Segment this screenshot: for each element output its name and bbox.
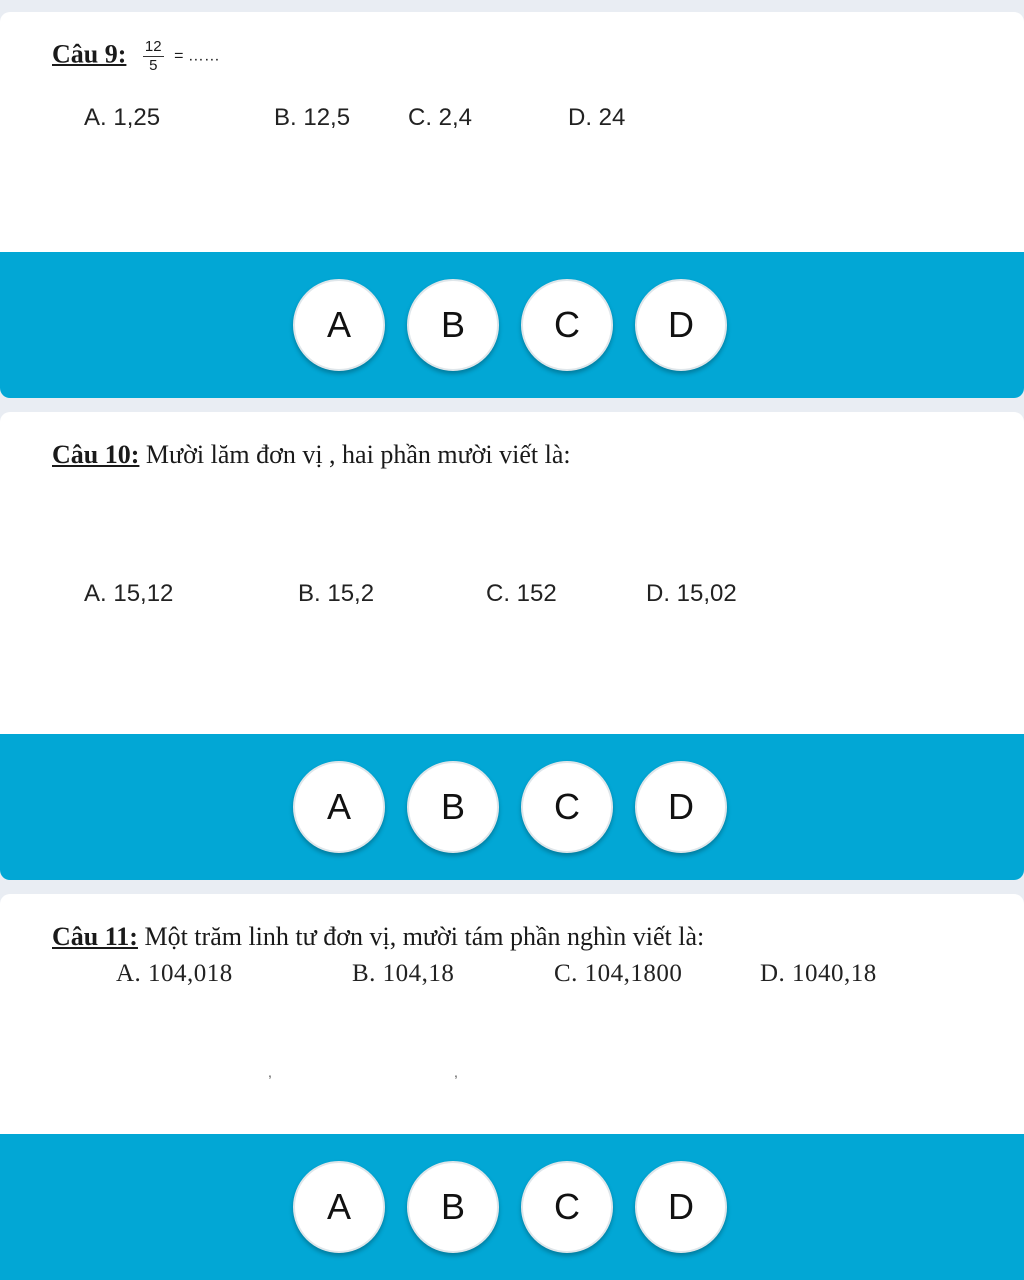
q9-option-a: A. 1,25 bbox=[84, 104, 161, 131]
stray-mark: , bbox=[454, 1064, 458, 1080]
q9-answer-a-button[interactable]: A bbox=[293, 279, 385, 371]
stray-mark: , bbox=[268, 1064, 272, 1080]
q10-answer-d-button[interactable]: D bbox=[635, 761, 727, 853]
q9-option-d: D. 24 bbox=[568, 104, 626, 131]
answer-bar-9 bbox=[0, 252, 1024, 398]
q10-option-b: B. 15,2 bbox=[298, 580, 375, 607]
fraction-denominator: 5 bbox=[149, 57, 158, 74]
question-11-label: Câu 11: bbox=[52, 922, 138, 951]
q11-option-a: A. 104,018 bbox=[116, 960, 233, 987]
q9-answer-c-button[interactable]: C bbox=[521, 279, 613, 371]
question-10-body: Mười lăm đơn vị , hai phần mười viết là: bbox=[139, 440, 571, 469]
answer-bar-11 bbox=[0, 1134, 1024, 1280]
q10-option-d: D. 15,02 bbox=[646, 580, 737, 607]
q11-answer-a-button[interactable]: A bbox=[293, 1161, 385, 1253]
q10-answer-c-button[interactable]: C bbox=[521, 761, 613, 853]
question-card-10 bbox=[0, 412, 1024, 880]
question-9-text bbox=[52, 38, 220, 75]
q9-option-b: B. 12,5 bbox=[274, 104, 351, 131]
answer-bar-10 bbox=[0, 734, 1024, 880]
q9-answer-d-button[interactable]: D bbox=[635, 279, 727, 371]
question-10-text bbox=[52, 440, 571, 470]
question-10-label: Câu 10: bbox=[52, 440, 140, 469]
q11-option-b: B. 104,18 bbox=[352, 960, 455, 987]
question-9-tail: = …… bbox=[174, 47, 220, 65]
q10-option-a: A. 15,12 bbox=[84, 580, 174, 607]
q11-option-d: D. 1040,18 bbox=[760, 960, 877, 987]
question-card-11 bbox=[0, 894, 1024, 1280]
q11-answer-d-button[interactable]: D bbox=[635, 1161, 727, 1253]
q10-answer-a-button[interactable]: A bbox=[293, 761, 385, 853]
q11-option-c: C. 104,1800 bbox=[554, 960, 683, 987]
q9-option-c: C. 2,4 bbox=[408, 104, 473, 131]
q10-answer-b-button[interactable]: B bbox=[407, 761, 499, 853]
fraction-12-over-5 bbox=[143, 38, 164, 75]
question-11-text bbox=[52, 922, 704, 952]
q9-answer-b-button[interactable]: B bbox=[407, 279, 499, 371]
question-9-label: Câu 9: bbox=[52, 39, 127, 69]
question-card-9 bbox=[0, 12, 1024, 398]
fraction-numerator: 12 bbox=[144, 38, 162, 55]
q11-answer-b-button[interactable]: B bbox=[407, 1161, 499, 1253]
question-11-body: Một trăm linh tư đơn vị, mười tám phần nghìn viết là: bbox=[137, 922, 705, 951]
q10-option-c: C. 152 bbox=[486, 580, 557, 607]
q11-answer-c-button[interactable]: C bbox=[521, 1161, 613, 1253]
